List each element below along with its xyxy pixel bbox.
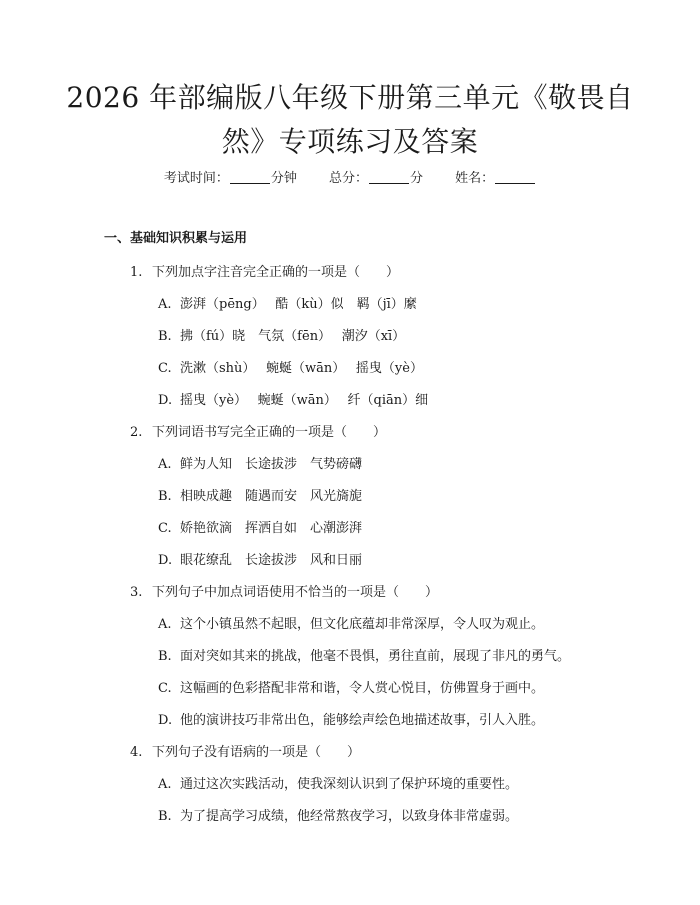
exam-meta-line [0, 169, 700, 189]
option-text: 通过这次实践活动，使我深刻认识到了保护环境的重要性。 [180, 777, 519, 792]
option-letter: B. [158, 329, 172, 344]
title-line-2: 然》专项练习及答案 [221, 125, 479, 158]
option-letter: A. [158, 617, 172, 632]
question-number: 4. [130, 745, 143, 760]
total-score-unit: 分 [410, 171, 424, 186]
q3-option-a [158, 615, 544, 635]
q3-option-b [158, 647, 570, 667]
option-letter: B. [158, 809, 172, 824]
option-text: 鲜为人知 长途拔涉 气势磅礴 [180, 457, 363, 472]
question-number: 1. [130, 265, 143, 280]
q2-option-a [158, 455, 362, 475]
option-letter: C. [158, 521, 172, 536]
option-text: 澎湃（pēng） 酷（kù）似 羁（jī）縻 [180, 297, 417, 312]
q2-option-c [158, 519, 362, 539]
q2-option-b [158, 487, 362, 507]
q3-option-d [158, 711, 544, 731]
question-number: 3. [130, 585, 143, 600]
question-number: 2. [130, 425, 143, 440]
option-text: 为了提高学习成绩，他经常熬夜学习，以致身体非常虚弱。 [180, 809, 519, 824]
option-letter: D. [158, 393, 173, 408]
exam-time [164, 169, 297, 189]
option-letter: D. [158, 553, 173, 568]
option-text: 眼花缭乱 长途拔涉 风和日丽 [180, 553, 363, 568]
option-text: 拂（fú）晓 气氛（fēn） 潮汐（xī） [180, 329, 406, 344]
option-letter: A. [158, 297, 172, 312]
question-4 [130, 743, 360, 763]
option-text: 他的演讲技巧非常出色，能够绘声绘色地描述故事，引人入胜。 [180, 713, 545, 728]
question-stem: 下列加点字注音完全正确的一项是（ ） [152, 265, 400, 280]
option-letter: C. [158, 361, 172, 376]
q2-option-d [158, 551, 362, 571]
section-heading: 一、基础知识积累与运用 [104, 231, 248, 246]
exam-time-blank [230, 169, 270, 184]
option-text: 洗漱（shù） 蜿蜒（wān） 摇曳（yè） [180, 361, 423, 376]
total-score-label: 总分： [328, 171, 368, 186]
student-name [455, 169, 536, 189]
student-name-blank [495, 169, 535, 184]
q4-option-b [158, 807, 518, 827]
option-text: 娇艳欲滴 挥洒自如 心潮澎湃 [180, 521, 363, 536]
document-title [0, 76, 700, 164]
q4-option-a [158, 775, 518, 795]
total-score [329, 169, 423, 189]
student-name-label: 姓名： [455, 171, 495, 186]
option-letter: D. [158, 713, 173, 728]
option-text: 这幅画的色彩搭配非常和谐，令人赏心悦目，仿佛置身于画中。 [180, 681, 545, 696]
option-letter: B. [158, 489, 172, 504]
q1-option-d [158, 391, 428, 411]
question-stem: 下列句子没有语病的一项是（ ） [152, 745, 361, 760]
option-letter: B. [158, 649, 172, 664]
question-1 [130, 263, 399, 283]
question-3 [130, 583, 438, 603]
option-letter: C. [158, 681, 172, 696]
exam-time-label: 考试时间： [163, 171, 229, 186]
exam-time-unit: 分钟 [270, 171, 297, 186]
option-text: 摇曳（yè） 蜿蜒（wān） 纤（qiān）细 [180, 393, 429, 408]
question-stem: 下列词语书写完全正确的一项是（ ） [152, 425, 387, 440]
option-letter: A. [158, 457, 172, 472]
title-line-1: 2026 年部编版八年级下册第三单元《敬畏自 [66, 81, 634, 114]
option-text: 面对突如其来的挑战，他毫不畏惧，勇往直前，展现了非凡的勇气。 [180, 649, 571, 664]
q1-option-b [158, 327, 405, 347]
question-2 [130, 423, 386, 443]
total-score-blank [369, 169, 409, 184]
option-letter: A. [158, 777, 172, 792]
q1-option-c [158, 359, 423, 379]
q3-option-c [158, 679, 544, 699]
question-stem: 下列句子中加点词语使用不恰当的一项是（ ） [152, 585, 439, 600]
option-text: 这个小镇虽然不起眼，但文化底蕴却非常深厚，令人叹为观止。 [180, 617, 545, 632]
q1-option-a [158, 295, 417, 315]
option-text: 相映成趣 随遇而安 风光旖旎 [180, 489, 363, 504]
